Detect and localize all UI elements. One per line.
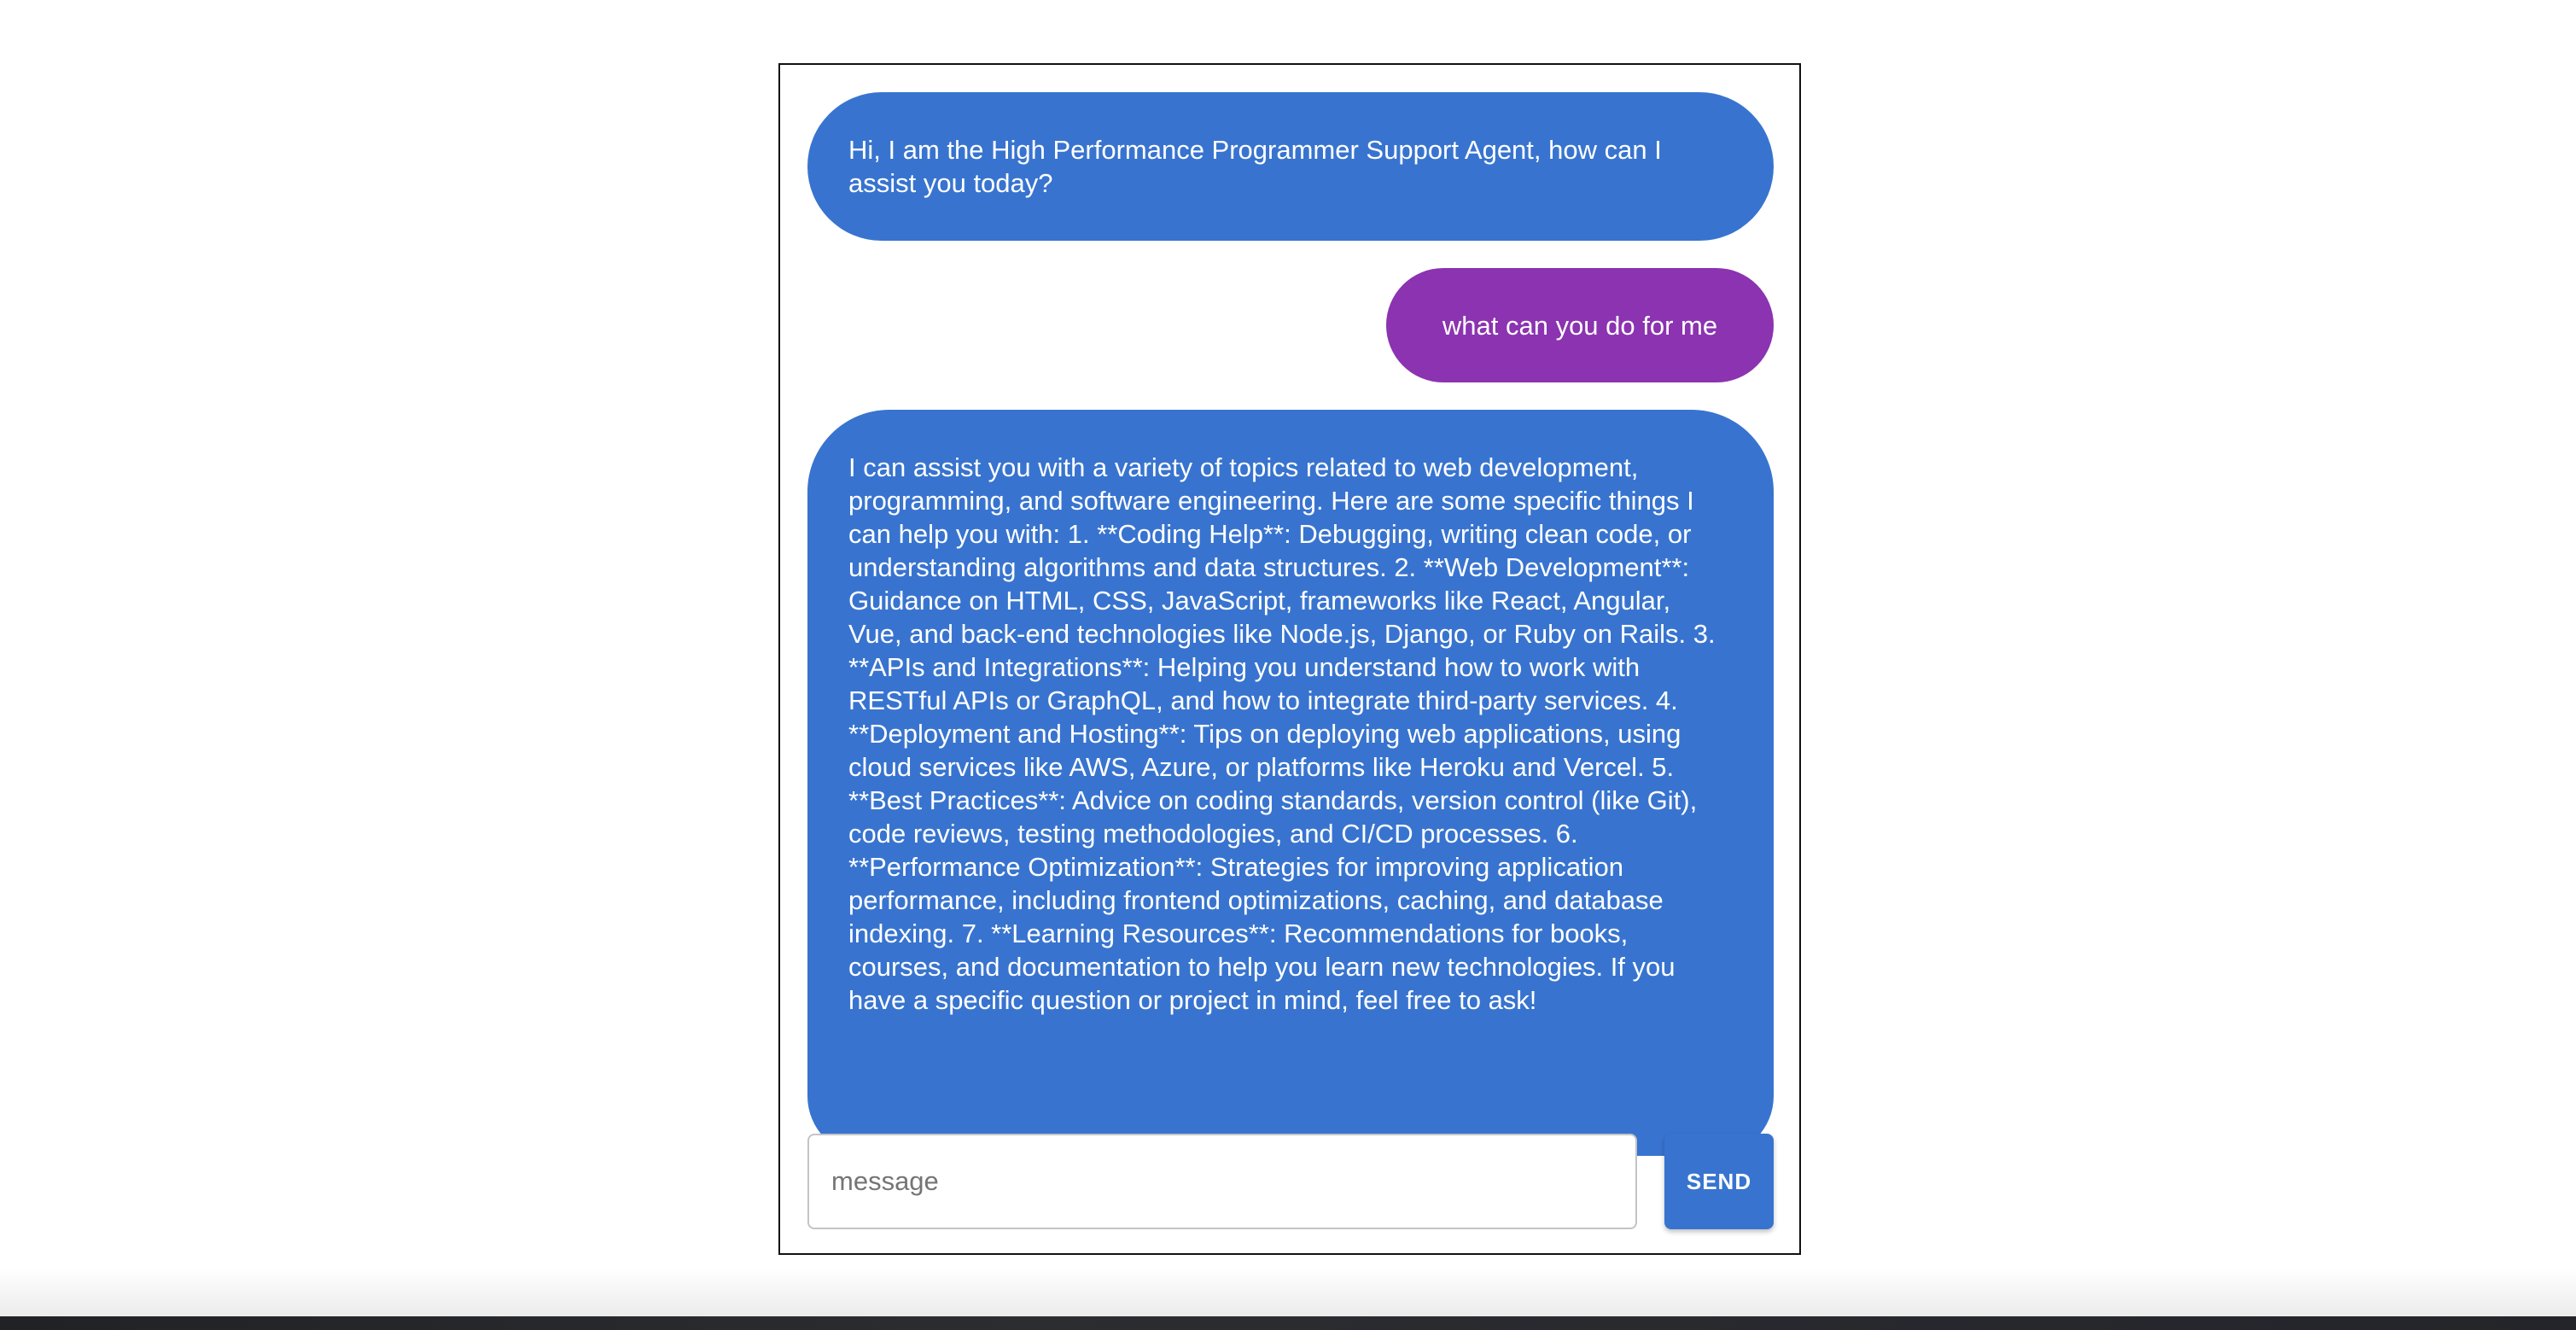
taskbar-edge — [0, 1316, 2576, 1330]
agent-message: I can assist you with a variety of topics related to web development, programming, and software engineering. Here are some specific things I can help you with: 1. **Coding Help**: Debugging, writing clean code, or understanding algorithms and data structures. 2. **Web Development**: Guidance on HTML, CSS, JavaScript, frameworks like React, Angular, Vue, and back-end technologies like Node.js, Django, or Ruby on Rails. 3. **APIs and Integrations**: Helping you understand how to work with RESTful APIs or GraphQL, and how to integrate third-party services. 4. **Deployment and Hosting**: Tips on deploying web applications, using cloud services like AWS, Azure, or platforms like Heroku and Vercel. 5. **Best Practices**: Advice on coding standards, version control (like Git), code reviews, testing methodologies, and CI/CD processes. 6. **Performance Optimization**: Strategies for improving application performance, including frontend optimizations, caching, and database indexing. 7. **Learning Resources**: Recommendations for books, courses, and documentation to help you learn new technologies. If you have a specific question or project in mind, feel free to ask! — [807, 410, 1774, 1156]
message-list[interactable] — [807, 92, 1774, 1156]
window-bottom-shadow — [0, 1269, 2576, 1316]
message-input[interactable] — [807, 1134, 1637, 1229]
user-message: what can you do for me — [1386, 268, 1774, 382]
agent-message: Hi, I am the High Performance Programmer Support Agent, how can I assist you today? — [807, 92, 1774, 241]
message-composer — [807, 1134, 1774, 1229]
chat-window — [778, 63, 1801, 1255]
send-button[interactable]: SEND — [1664, 1134, 1774, 1229]
